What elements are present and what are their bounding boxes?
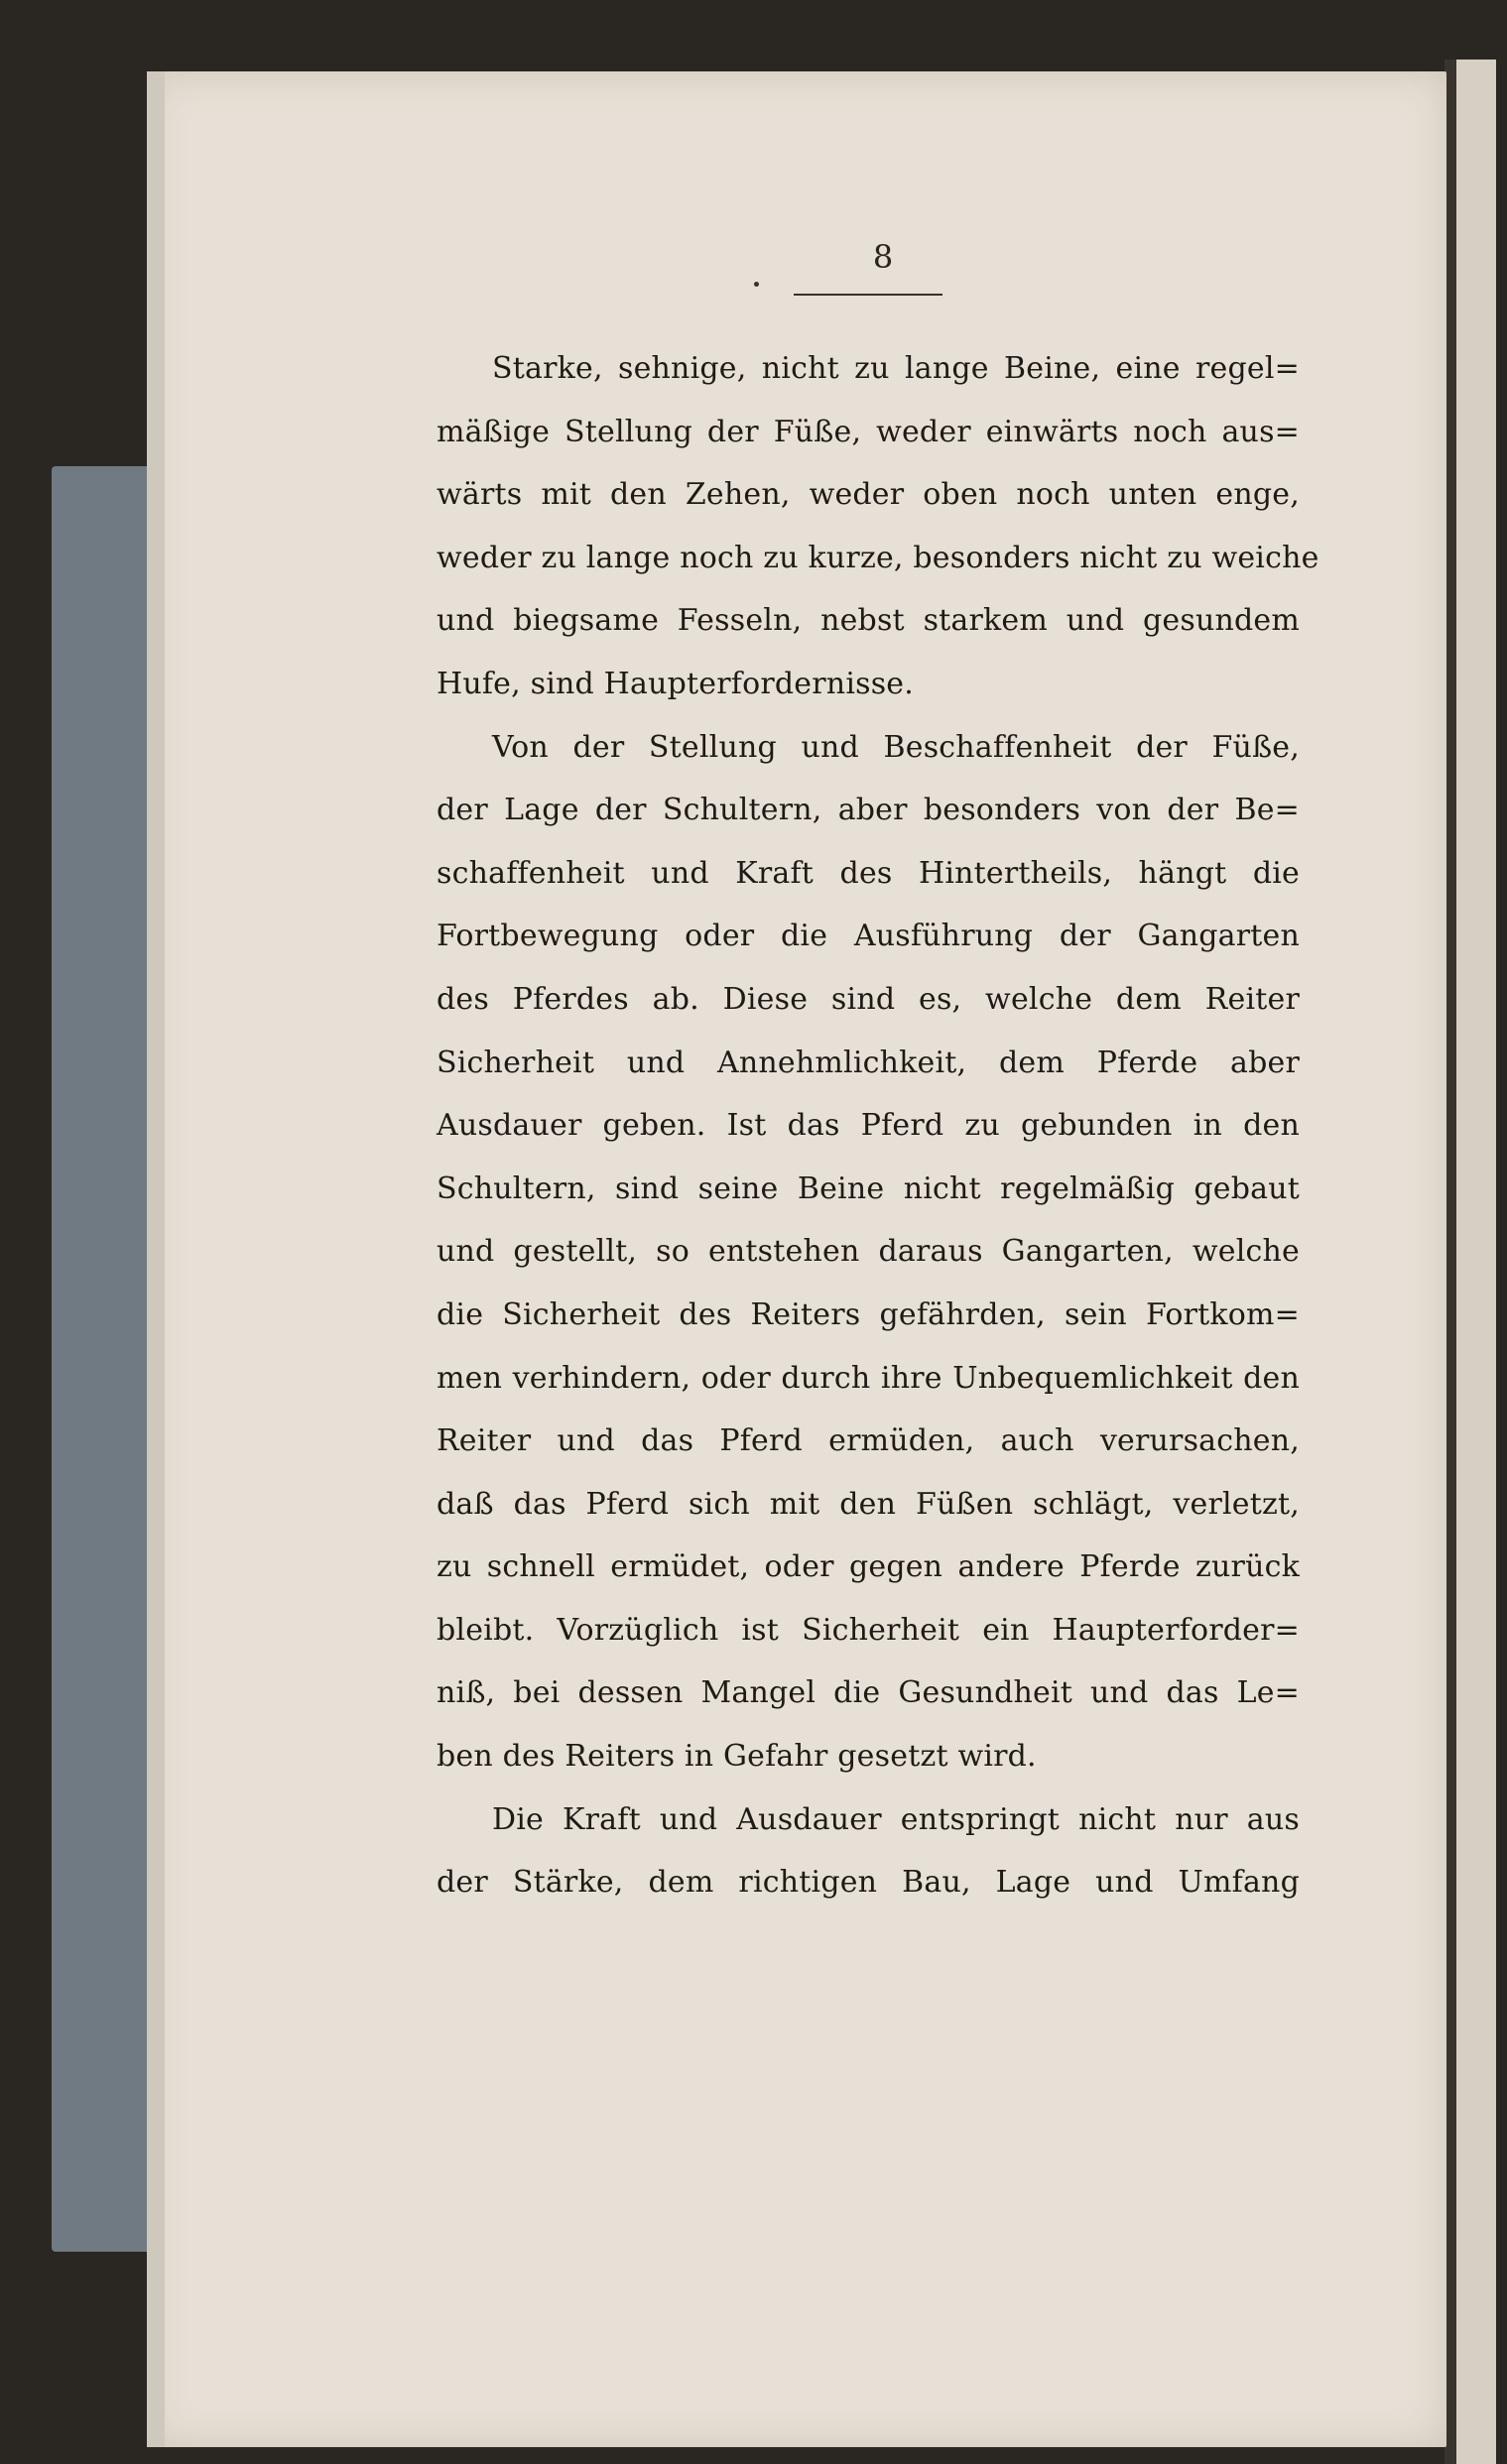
text-line: wärts mit den Zehen, weder oben noch unten enge, <box>437 477 1300 513</box>
text-line: niß, bei dessen Mangel die Gesundheit und das Le= <box>437 1675 1300 1711</box>
text-line: weder zu lange noch zu kurze, besonders nicht zu weiche <box>437 540 1319 575</box>
ink-dot <box>754 282 759 287</box>
text-line: mäßige Stellung der Füße, weder einwärts noch aus= <box>437 414 1300 449</box>
text-line: Sicherheit und Annehmlichkeit, dem Pferde aber <box>437 1045 1300 1080</box>
text-line: Von der Stellung und Beschaffenheit der Füße, <box>492 729 1300 765</box>
text-line: daß das Pferd sich mit den Füßen schlägt, verletzt, <box>437 1486 1300 1522</box>
text-line: der Stärke, dem richtigen Bau, Lage und Umfang <box>437 1865 1300 1901</box>
text-line: der Lage der Schultern, aber besonders von der Be= <box>437 793 1300 828</box>
page-number: 8 <box>872 238 894 276</box>
text-line: schaffenheit und Kraft des Hintertheils, hängt die <box>437 855 1300 891</box>
text-line: men verhindern, oder durch ihre Unbequemlichkeit den <box>437 1360 1300 1396</box>
text-line: und gestellt, so entstehen daraus Gangarten, welche <box>437 1234 1300 1270</box>
text-line: Fortbewegung oder die Ausführung der Gangarten <box>437 919 1300 954</box>
text-line: die Sicherheit des Reiters gefährden, sein Fortkom= <box>437 1296 1300 1332</box>
page-number-rule <box>794 294 942 296</box>
page-inner-margin <box>147 71 165 2447</box>
text-line: Schultern, sind seine Beine nicht regelmäßig gebaut <box>437 1170 1300 1206</box>
text-line: zu schnell ermüdet, oder gegen andere Pferde zurück <box>437 1549 1300 1585</box>
text-line: Starke, sehnige, nicht zu lange Beine, eine regel= <box>492 351 1300 386</box>
text-line: Die Kraft und Ausdauer entspringt nicht nur aus <box>492 1801 1300 1837</box>
text-line: ben des Reiters in Gefahr gesetzt wird. <box>437 1739 1037 1775</box>
body-text <box>437 337 1319 1914</box>
text-line: Reiter und das Pferd ermüden, auch verursachen, <box>437 1423 1300 1459</box>
next-page-edge <box>1456 60 1496 2464</box>
text-line: und biegsame Fesseln, nebst starkem und gesundem <box>437 603 1300 639</box>
text-line: des Pferdes ab. Diese sind es, welche dem Reiter <box>437 981 1300 1017</box>
text-line: Hufe, sind Haupterfordernisse. <box>437 666 914 701</box>
text-line: Ausdauer geben. Ist das Pferd zu gebunden in den <box>437 1108 1300 1144</box>
text-line: bleibt. Vorzüglich ist Sicherheit ein Haupterforder= <box>437 1612 1300 1648</box>
